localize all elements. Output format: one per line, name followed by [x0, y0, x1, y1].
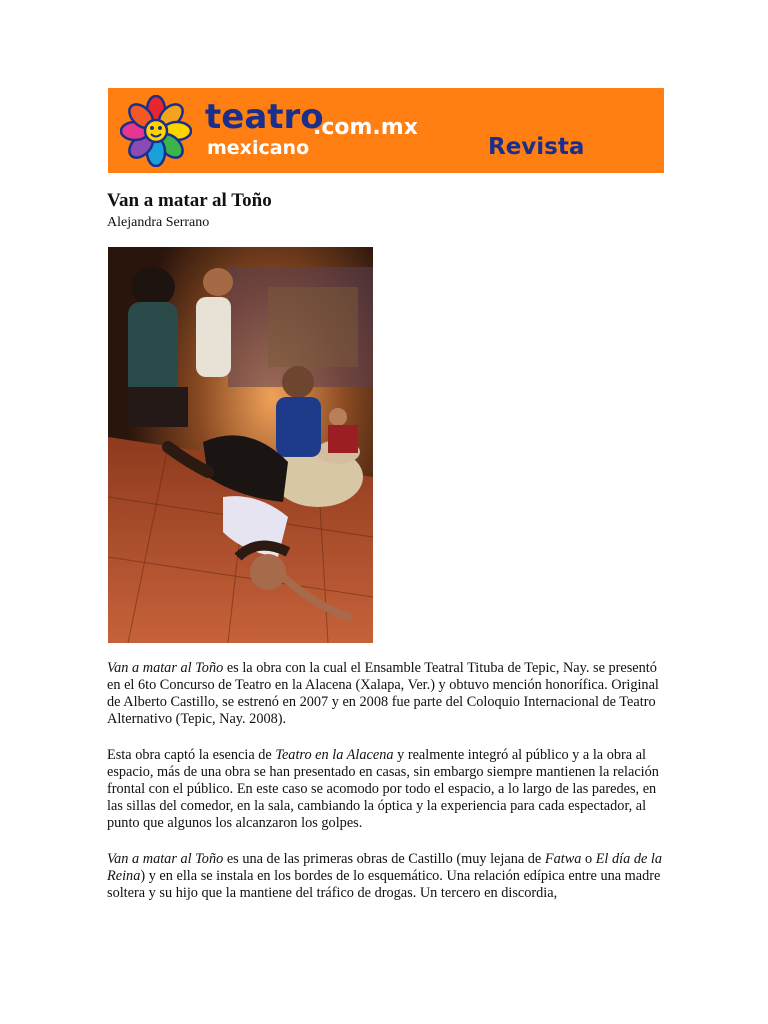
article-author: Alejandra Serrano [107, 215, 210, 230]
paragraph-text: y realmente integró al público y a la obra al espacio, más de una obra se han presentado en casas, sin embargo siempre mantienen la relación frontal con el público. En este caso se acomodo por todo el espacio, a lo largo de las paredes, en las sillas del comedor, en la sala, cambiando la óptica y la experiencia para cada espectador, al punto que algunos los alcanzaron los golpes. [107, 747, 659, 831]
brand-mexicano: mexicano [207, 137, 310, 159]
paragraph-text: es la obra con la cual el Ensamble Teatral Tituba de Tepic, Nay. se presentó en el 6to Concurso de Teatro en la Alacena (Xalapa, Ver.) y obtuvo mención honorífica. Original de Alberto Castillo, se estrenó en 2007 y en 2008 fue parte del Coloquio Internacional de Teatro Alternativo (Tepic, Nay. 2008). [107, 660, 659, 727]
paragraph-staging [107, 747, 662, 832]
paragraph-text: ) y en ella se instala en los bordes de lo esquemático. Una relación edípica entre una madre soltera y su hijo que la mantiene del tráfico de drogas. Un tercero en discordia, [107, 868, 661, 901]
play-fatwa-emphasis: Fatwa [544, 851, 582, 867]
festival-emphasis: Teatro en la Alacena [275, 747, 394, 763]
play-dia-reina-emphasis: El día de la Reina [107, 851, 663, 884]
photo-illustration [108, 247, 373, 643]
play-title-emphasis: Van a matar al Toño [107, 851, 224, 867]
paragraph-plot [107, 851, 662, 902]
section-revista: Revista [488, 134, 585, 160]
article-title: Van a matar al Toño [107, 190, 272, 211]
paragraph-text: es una de las primeras obras de Castillo (muy lejana de [223, 851, 545, 867]
paragraph-text: o [581, 851, 596, 867]
brand-domain: .com.mx [313, 115, 418, 140]
paragraph-intro [107, 660, 662, 728]
theatre-performance-photo [108, 247, 373, 643]
paragraph-text: Esta obra captó la esencia de [107, 747, 276, 763]
site-banner [108, 88, 664, 173]
flower-logo-icon [120, 95, 192, 167]
play-title-emphasis: Van a matar al Toño [107, 660, 224, 676]
brand-teatro: teatro [205, 97, 324, 137]
